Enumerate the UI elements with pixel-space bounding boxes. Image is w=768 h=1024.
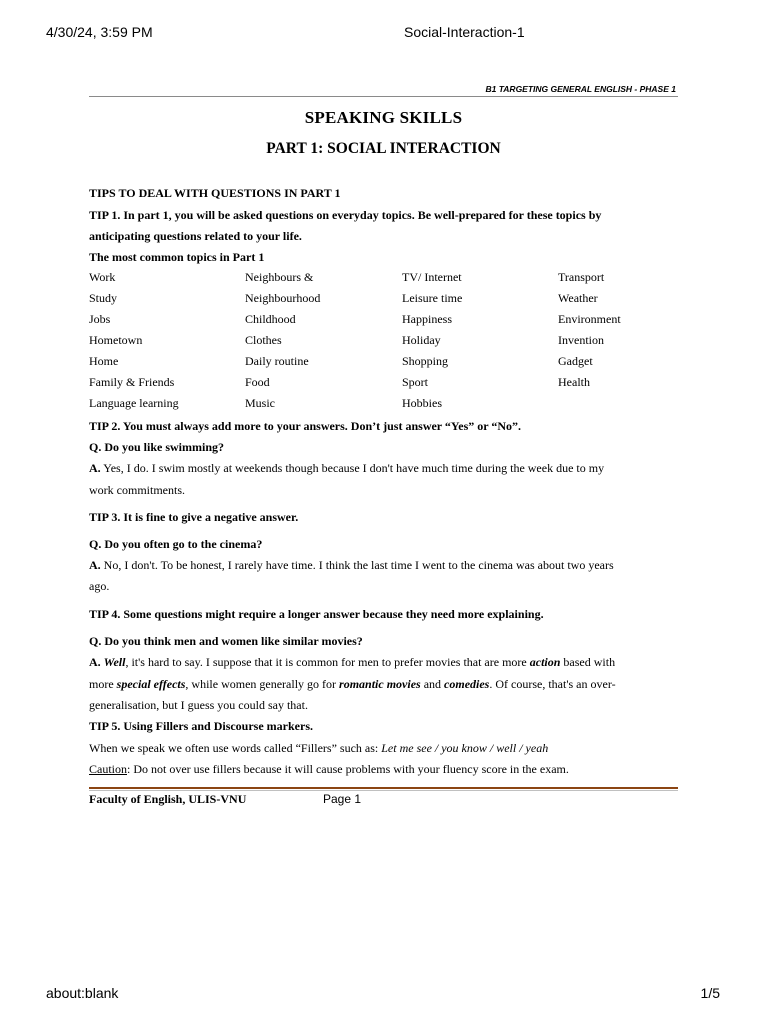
tip5: TIP 5. Using Fillers and Discourse markers. — [89, 719, 313, 733]
caution-label: Caution — [89, 762, 127, 776]
emphasis: comedies — [444, 677, 490, 691]
print-url: about:blank — [46, 985, 119, 1001]
topic-cell: Holiday — [402, 333, 441, 347]
question-3: Q. Do you think men and women like similar movies? — [89, 634, 363, 648]
answer-2-line2: ago. — [89, 579, 110, 593]
answer-text: No, I don't. To be honest, I rarely have time. I think the last time I went to the cinema was about two years — [103, 558, 614, 572]
topic-row — [89, 270, 689, 291]
answer-label: A. — [89, 461, 101, 475]
answer-text: more — [89, 677, 117, 691]
tip3: TIP 3. It is fine to give a negative answer. — [89, 510, 299, 524]
topic-row — [89, 333, 689, 354]
tip2: TIP 2. You must always add more to your answers. Don’t just answer “Yes” or “No”. — [89, 419, 522, 433]
answer-1-line1 — [89, 461, 679, 476]
header-rule — [89, 96, 678, 97]
question-1: Q. Do you like swimming? — [89, 440, 225, 454]
topic-cell: Jobs — [89, 312, 111, 326]
answer-2-line1 — [89, 558, 679, 573]
topic-cell: Home — [89, 354, 119, 368]
topic-cell: Weather — [558, 291, 598, 305]
topic-cell: Environment — [558, 312, 621, 326]
topic-cell: Music — [245, 396, 275, 410]
page-subtitle: PART 1: SOCIAL INTERACTION — [266, 140, 501, 157]
page-number: Page 1 — [323, 792, 362, 806]
topic-row — [89, 375, 689, 396]
print-title: Social-Interaction-1 — [404, 24, 525, 40]
print-page-count: 1/5 — [700, 985, 720, 1001]
topic-cell: Clothes — [245, 333, 282, 347]
topic-row — [89, 291, 689, 312]
topic-row — [89, 396, 689, 417]
emphasis: special effects — [116, 677, 186, 691]
topic-cell: Work — [89, 270, 116, 284]
question-2: Q. Do you often go to the cinema? — [89, 537, 263, 551]
topic-cell: Daily routine — [245, 354, 309, 368]
answer-3-line1 — [89, 655, 679, 670]
emphasis: action — [529, 655, 561, 669]
tip1-line1: TIP 1. In part 1, you will be asked questions on everyday topics. Be well-prepared for these topics by — [89, 208, 602, 222]
tip4: TIP 4. Some questions might require a longer answer because they need more explaining. — [89, 607, 544, 621]
topic-cell: Hobbies — [402, 396, 442, 410]
topic-cell: Happiness — [402, 312, 452, 326]
emphasis: romantic movies — [339, 677, 421, 691]
caution-text: : Do not over use fillers because it will cause problems with your fluency score in the exam. — [127, 762, 569, 776]
tip1-line2: anticipating questions related to your life. — [89, 229, 302, 243]
document-footer: Faculty of English, ULIS-VNU — [89, 792, 247, 806]
topic-row — [89, 312, 689, 333]
topic-cell: Gadget — [558, 354, 593, 368]
browser-print-footer — [0, 985, 768, 1003]
topic-cell: TV/ Internet — [402, 270, 462, 284]
fillers-line — [89, 741, 679, 756]
topics-heading: The most common topics in Part 1 — [89, 250, 265, 264]
emphasis: Well — [103, 655, 126, 669]
topics-table — [89, 270, 689, 417]
print-datetime: 4/30/24, 3:59 PM — [46, 24, 153, 40]
answer-3-line2 — [89, 677, 679, 692]
topic-cell: Hometown — [89, 333, 143, 347]
topic-cell: Shopping — [402, 354, 449, 368]
answer-text: , it's hard to say. I suppose that it is common for men to prefer movies that are more — [125, 655, 530, 669]
topic-cell: Food — [245, 375, 270, 389]
topic-cell: Neighbours & — [245, 270, 314, 284]
fillers-intro: When we speak we often use words called “Fillers” such as: — [89, 741, 382, 755]
topic-cell: Study — [89, 291, 118, 305]
topic-cell: Neighbourhood — [245, 291, 321, 305]
footer-rule-shadow — [89, 790, 678, 791]
answer-text: Yes, I do. I swim mostly at weekends though because I don't have much time during the week due to my — [103, 461, 605, 475]
answer-text: , while women generally go for — [185, 677, 340, 691]
topic-cell: Transport — [558, 270, 605, 284]
answer-text: and — [420, 677, 445, 691]
answer-3-line3: generalisation, but I guess you could say that. — [89, 698, 308, 712]
topic-cell: Childhood — [245, 312, 296, 326]
caution-line — [89, 762, 679, 777]
answer-label: A. — [89, 655, 101, 669]
topic-cell: Family & Friends — [89, 375, 175, 389]
answer-text: based with — [560, 655, 616, 669]
footer-rule — [89, 787, 678, 789]
document-header: B1 TARGETING GENERAL ENGLISH - PHASE 1 — [485, 84, 676, 94]
topic-cell: Leisure time — [402, 291, 463, 305]
topic-cell: Health — [558, 375, 590, 389]
answer-text: . Of course, that's an over- — [489, 677, 616, 691]
topic-row — [89, 354, 689, 375]
tips-heading: TIPS TO DEAL WITH QUESTIONS IN PART 1 — [89, 186, 341, 200]
fillers-examples: Let me see / you know / well / yeah — [381, 741, 549, 755]
answer-label: A. — [89, 558, 101, 572]
answer-1-line2: work commitments. — [89, 483, 185, 497]
browser-print-header — [0, 24, 768, 42]
topic-cell: Invention — [558, 333, 604, 347]
topic-cell: Language learning — [89, 396, 179, 410]
page-title: SPEAKING SKILLS — [304, 108, 463, 127]
topic-cell: Sport — [402, 375, 429, 389]
